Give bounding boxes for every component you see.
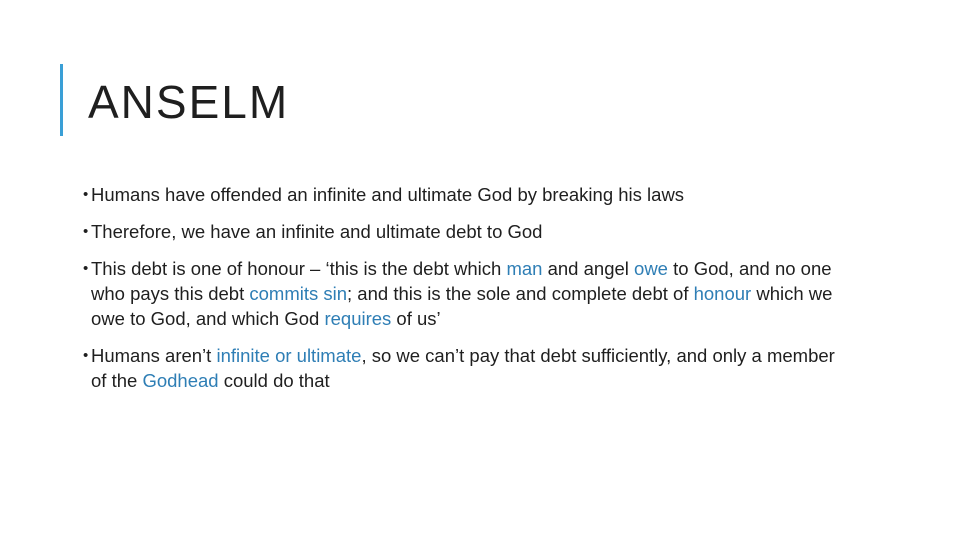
bullet-text: , so we can’t pay that debt sufficiently, and only a member of the bbox=[91, 345, 835, 391]
highlighted-term: requires bbox=[324, 308, 392, 329]
title-accent-bar bbox=[60, 64, 63, 136]
bullet-text: could do that bbox=[218, 370, 330, 391]
bullet-text: which we owe to God, and which God bbox=[91, 283, 833, 329]
highlighted-term: commits sin bbox=[249, 283, 348, 304]
bullet-item bbox=[86, 343, 846, 393]
highlighted-term: honour bbox=[693, 283, 752, 304]
bullet-list bbox=[86, 182, 846, 405]
bullet-text: Humans have offended an infinite and ultimate God by breaking his laws bbox=[91, 184, 685, 205]
bullet-text: ; and this is the sole and complete debt of bbox=[347, 283, 694, 304]
bullet-text: Humans aren’t bbox=[91, 345, 217, 366]
highlighted-term: Godhead bbox=[142, 370, 219, 391]
slide-title: ANSELM bbox=[88, 76, 290, 128]
highlighted-term: man bbox=[506, 258, 543, 279]
highlighted-term: owe bbox=[634, 258, 668, 279]
bullet-item bbox=[86, 219, 846, 244]
bullet-text: to God, and no one who pays this debt bbox=[91, 258, 832, 304]
bullet-text: This debt is one of honour – ‘this is the debt which bbox=[91, 258, 507, 279]
bullet-text: Therefore, we have an infinite and ultimate debt to God bbox=[91, 221, 543, 242]
bullet-item bbox=[86, 256, 846, 331]
bullet-text: and angel bbox=[542, 258, 635, 279]
bullet-item bbox=[86, 182, 846, 207]
bullet-text: of us’ bbox=[391, 308, 441, 329]
highlighted-term: infinite or ultimate bbox=[216, 345, 362, 366]
